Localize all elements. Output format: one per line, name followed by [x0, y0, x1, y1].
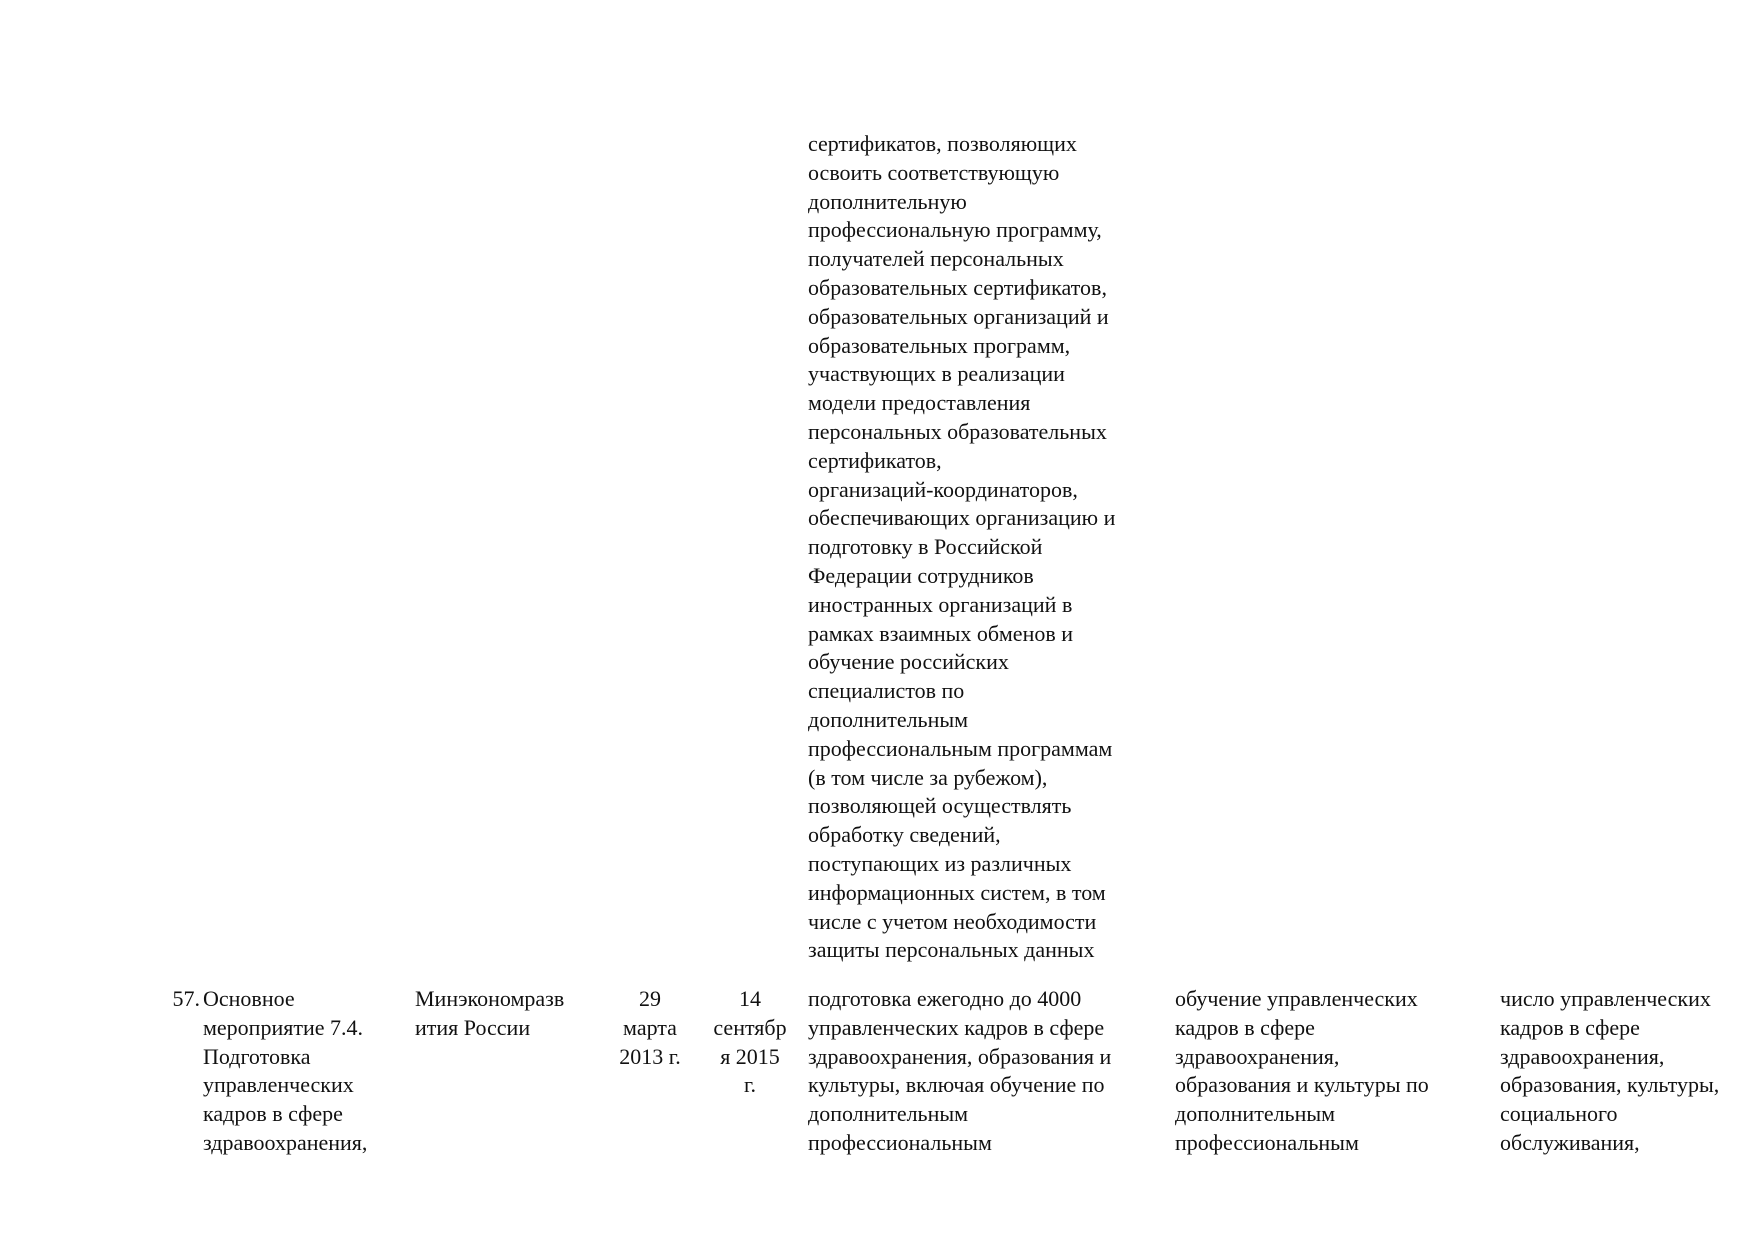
- executor-cell: [415, 985, 590, 1043]
- text-line: сертификатов,: [808, 447, 942, 473]
- text-line: (в том числе за рубежом),: [808, 764, 1048, 790]
- main-directions-cell: [1175, 985, 1490, 1158]
- text-line: специалистов по: [808, 678, 965, 704]
- text-line: рамках взаимных обменов и: [808, 620, 1073, 646]
- text-line: управленческих кадров в сфере: [808, 1014, 1105, 1040]
- text-line: г.: [743, 1072, 757, 1098]
- text-line: подготовку в Российской: [808, 534, 1043, 560]
- text-line: образования, культуры,: [1500, 1072, 1720, 1098]
- text-line: здравоохранения,: [203, 1129, 368, 1155]
- text-line: числе с учетом необходимости: [808, 908, 1097, 934]
- text-line: участвующих в реализации: [808, 361, 1065, 387]
- text-line: Федерации сотрудников: [808, 562, 1034, 588]
- text-line: обеспечивающих организацию и: [808, 505, 1116, 531]
- event-title-cell: [203, 985, 408, 1158]
- text-line: кадров в сфере: [1175, 1014, 1315, 1040]
- text-line: информационных систем, в том: [808, 879, 1106, 905]
- text-line: социального: [1500, 1101, 1618, 1127]
- start-date-cell: [605, 985, 695, 1071]
- text-line: иностранных организаций в: [808, 591, 1073, 617]
- text-line: кадров в сфере: [1500, 1014, 1640, 1040]
- row-number: [150, 985, 200, 1014]
- text-line: дополнительную: [808, 188, 967, 214]
- text-line: поступающих из различных: [808, 850, 1072, 876]
- text-line: ития России: [415, 1014, 531, 1040]
- text-line: получателей персональных: [808, 246, 1064, 272]
- text-line: здравоохранения,: [1500, 1043, 1665, 1069]
- text-line: модели предоставления: [808, 390, 1031, 416]
- continued-result-cell: [808, 130, 1178, 965]
- text-line: обслуживания,: [1500, 1129, 1640, 1155]
- text-line: Подготовка: [203, 1043, 311, 1069]
- text-line: здравоохранения,: [1175, 1043, 1340, 1069]
- text-line: культуры, включая обучение по: [808, 1072, 1105, 1098]
- text-line: сентябр: [713, 1014, 787, 1040]
- text-line: освоить соответствующую: [808, 159, 1060, 185]
- text-line: 14: [739, 986, 761, 1011]
- text-line: образования и культуры по: [1175, 1072, 1429, 1098]
- text-line: подготовка ежегодно до 4000: [808, 986, 1082, 1011]
- text-line: дополнительным: [808, 1101, 969, 1127]
- row-number-text: 57.: [172, 986, 200, 1011]
- expected-result-cell: [808, 985, 1178, 1158]
- text-line: здравоохранения, образования и: [808, 1043, 1112, 1069]
- indicator-cell: [1500, 985, 1754, 1158]
- text-line: профессиональным программам: [808, 735, 1113, 761]
- text-line: профессиональным: [1175, 1129, 1359, 1155]
- text-line: число управленческих: [1500, 986, 1711, 1011]
- text-line: защиты персональных данных: [808, 937, 1095, 963]
- text-line: я 2015: [720, 1043, 780, 1069]
- text-line: организаций-координаторов,: [808, 476, 1078, 502]
- text-line: Основное: [203, 986, 295, 1011]
- text-line: дополнительным: [808, 706, 969, 732]
- text-line: профессиональную программу,: [808, 217, 1102, 243]
- text-line: Минэкономразв: [415, 986, 565, 1011]
- text-line: персональных образовательных: [808, 418, 1107, 444]
- text-line: обработку сведений,: [808, 822, 1001, 848]
- text-line: обучение российских: [808, 649, 1009, 675]
- text-line: сертификатов, позволяющих: [808, 131, 1077, 156]
- text-line: мероприятие 7.4.: [203, 1014, 364, 1040]
- text-line: позволяющей осуществлять: [808, 793, 1072, 819]
- text-line: образовательных программ,: [808, 332, 1071, 358]
- text-line: управленческих: [203, 1072, 354, 1098]
- text-line: дополнительным: [1175, 1101, 1336, 1127]
- text-line: профессиональным: [808, 1129, 992, 1155]
- end-date-cell: [700, 985, 800, 1100]
- text-line: 2013 г.: [619, 1043, 681, 1069]
- text-line: обучение управленческих: [1175, 986, 1418, 1011]
- text-line: образовательных организаций и: [808, 303, 1109, 329]
- text-line: марта: [623, 1014, 677, 1040]
- text-line: 29: [639, 986, 661, 1011]
- text-line: кадров в сфере: [203, 1101, 343, 1127]
- text-line: образовательных сертификатов,: [808, 274, 1107, 300]
